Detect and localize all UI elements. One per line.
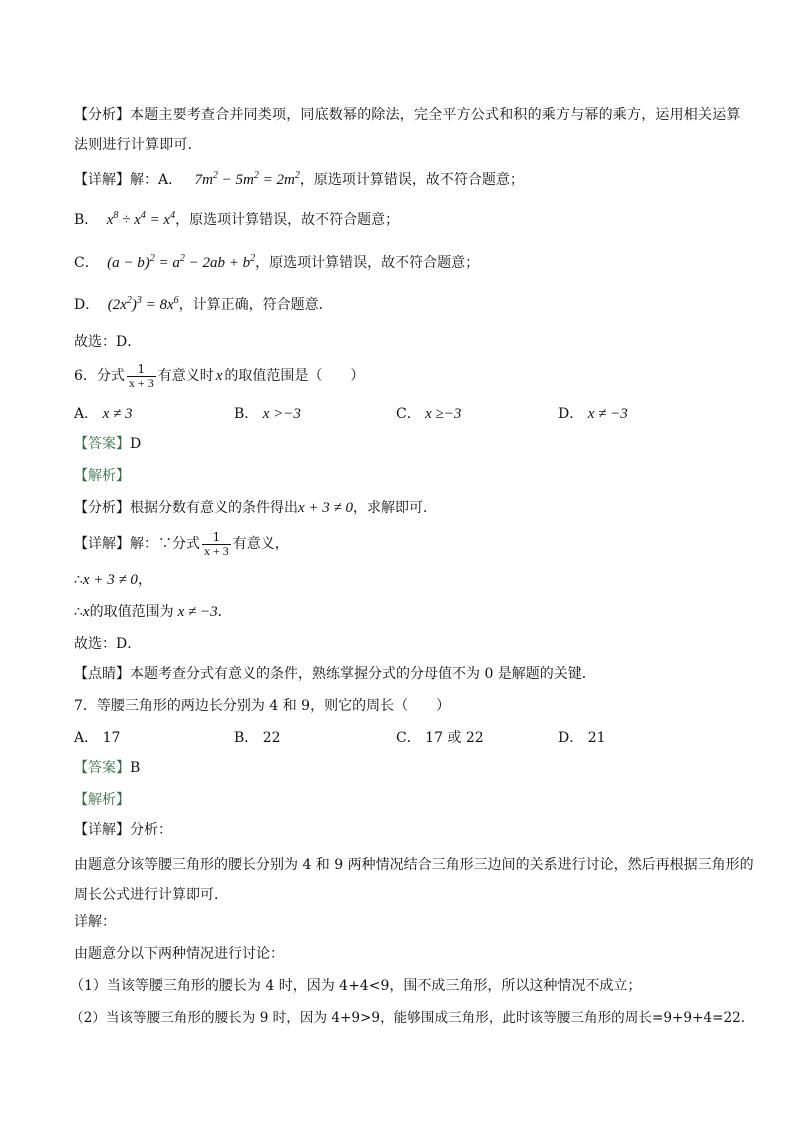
line-c-prefix: C． xyxy=(74,255,99,271)
option-label: B． xyxy=(234,406,259,422)
jiexi-tag: 【解析】 xyxy=(74,468,130,484)
q6-option-b xyxy=(234,404,301,424)
option-label: A． xyxy=(74,730,99,746)
q6-stem xyxy=(74,362,364,390)
frac-denominator: x + 3 xyxy=(128,375,154,390)
frac-numerator: 1 xyxy=(137,361,146,376)
step1-tail: ， xyxy=(137,572,152,588)
answer-value: B xyxy=(130,760,141,776)
analysis-text: 本题主要考查合并同类项，同底数幂的除法，完全平方公式和积的乘方与幂的乘方，运用相关运算法则进行计算即可． xyxy=(74,107,741,153)
q5-choose: 故选：D． xyxy=(74,334,142,350)
detail-tag: 【详解】 xyxy=(74,536,130,552)
option-label: C． xyxy=(396,730,421,746)
q6-jiexi xyxy=(74,466,130,486)
q7-stem: 7．等腰三角形的两边长分别为 4 和 9，则它的周长（ ） xyxy=(74,698,451,714)
q5-analysis xyxy=(74,100,754,160)
line-d-tail: ，计算正确，符合题意． xyxy=(178,297,333,313)
q6-option-c xyxy=(396,404,461,424)
q6-step2 xyxy=(74,602,232,622)
q6-comment xyxy=(74,664,596,684)
formula-c: $(a - b)^2 = a^2 - 2ab + b^2$ xyxy=(107,253,256,271)
answer-tag: 【答案】 xyxy=(74,760,130,776)
comment-tag: 【点睛】 xyxy=(74,666,130,682)
q6-stem-prefix: 6．分式 xyxy=(74,368,125,384)
q6-detail xyxy=(74,530,289,558)
line-b-tail: ，原选项计算错误，故不符合题意； xyxy=(175,212,400,228)
q6-stem-mid: 有意义时 xyxy=(157,368,214,384)
option-label: D． xyxy=(558,406,584,422)
option-expr: x ≠ −3 xyxy=(587,406,628,422)
q7-xiangjie: 详解： xyxy=(74,914,116,930)
q5-line-d xyxy=(74,295,333,315)
frac-denominator: x + 3 xyxy=(204,543,229,558)
step2-mid: 的取值范围为 xyxy=(89,604,174,620)
q7-para1: 由题意分该等腰三角形的腰长分别为 4 和 9 两种情况结合三角形三边间的关系进行讨论，然后再根据三角形的周长公式进行计算即可． xyxy=(74,857,754,903)
detail-intro: 解：A． xyxy=(130,172,183,188)
option-label: A． xyxy=(74,406,99,422)
detail-text: 解：∵分式 xyxy=(130,536,200,552)
q6-option-d xyxy=(558,404,628,424)
q6-analysis xyxy=(74,498,437,518)
q7-option-d xyxy=(558,728,606,748)
q7-option-a xyxy=(74,728,120,748)
option-value: 22 xyxy=(262,730,281,746)
q7-option-c xyxy=(396,728,484,748)
step1-expr: x + 3 ≠ 0 xyxy=(82,572,138,588)
line-a-tail: ，原选项计算错误，故不符合题意； xyxy=(299,172,524,188)
step2-tail: ． xyxy=(217,604,232,620)
analysis-tag: 【分析】 xyxy=(74,500,130,516)
q7-jiexi xyxy=(74,790,130,810)
line-c-tail: ，原选项计算错误，故不符合题意； xyxy=(255,255,480,271)
detail-tail: 有意义， xyxy=(232,536,289,552)
option-label: C． xyxy=(396,406,421,422)
answer-tag: 【答案】 xyxy=(74,436,130,452)
comment-text: 本题考查分式有意义的条件，熟练掌握分式的分母值不为 0 是解题的关键． xyxy=(130,666,596,682)
detail-tag: 【详解】 xyxy=(74,822,130,838)
option-value: 21 xyxy=(587,730,606,746)
q6-choose: 故选：D． xyxy=(74,636,142,652)
q7-case2: （2）当该等腰三角形的腰长为 9 时，因为 4+9>9，能够围成三角形，此时该等腰三角形的周长=9+9+4=22. xyxy=(70,1010,746,1026)
frac-numerator: 1 xyxy=(212,529,221,544)
line-d-prefix: D． xyxy=(74,297,100,313)
step2-expr: x ≠ −3 xyxy=(177,604,218,620)
q7-answer xyxy=(74,758,140,778)
q6-answer xyxy=(74,434,141,454)
q6-option-a xyxy=(74,404,132,424)
step2-var: x xyxy=(82,604,90,620)
option-expr: x ≠ 3 xyxy=(102,406,133,422)
q5-detail xyxy=(74,170,524,190)
option-label: D． xyxy=(558,730,584,746)
detail-tag: 【详解】 xyxy=(74,172,130,188)
analysis-tail: ，求解即可． xyxy=(353,500,438,516)
analysis-text: 根据分数有意义的条件得出 xyxy=(130,500,298,516)
detail-head: 分析： xyxy=(130,822,172,838)
option-label: B． xyxy=(234,730,259,746)
jiexi-tag: 【解析】 xyxy=(74,792,130,808)
q6-step1 xyxy=(74,570,152,590)
formula-b: $x^8 \div x^4 = x^4$ xyxy=(106,210,176,228)
analysis-expr: x + 3 ≠ 0 xyxy=(298,500,354,516)
q6-stem-tail: 的取值范围是（ ） xyxy=(224,368,365,384)
formula-a: $7m^2 - 5m^2 = 2m^2$ xyxy=(194,170,300,188)
option-expr: x >−3 xyxy=(262,406,301,422)
q7-case1: （1）当该等腰三角形的腰长为 4 时，因为 4+4<9，围不成三角形，所以这种情况不成立； xyxy=(70,978,642,994)
answer-value: D xyxy=(130,436,142,452)
line-b-prefix: B． xyxy=(74,212,99,228)
therefore-symbol: ∴ xyxy=(74,572,83,588)
q6-fraction xyxy=(127,363,156,390)
q7-para2: 由题意分以下两种情况进行讨论： xyxy=(74,946,284,962)
q6-detail-fraction xyxy=(202,531,231,558)
q6-stem-var: x xyxy=(215,368,223,384)
option-expr: x ≥−3 xyxy=(425,406,462,422)
option-value: 17 xyxy=(102,730,121,746)
formula-d: $(2x^2)^3 = 8x^6$ xyxy=(107,295,179,313)
therefore-symbol: ∴ xyxy=(74,604,83,620)
q5-line-b xyxy=(74,210,399,230)
analysis-tag: 【分析】 xyxy=(74,107,130,123)
q7-option-b xyxy=(234,728,281,748)
option-value: 17 或 22 xyxy=(425,730,484,746)
q5-line-c xyxy=(74,253,479,273)
q7-detail xyxy=(74,820,172,840)
